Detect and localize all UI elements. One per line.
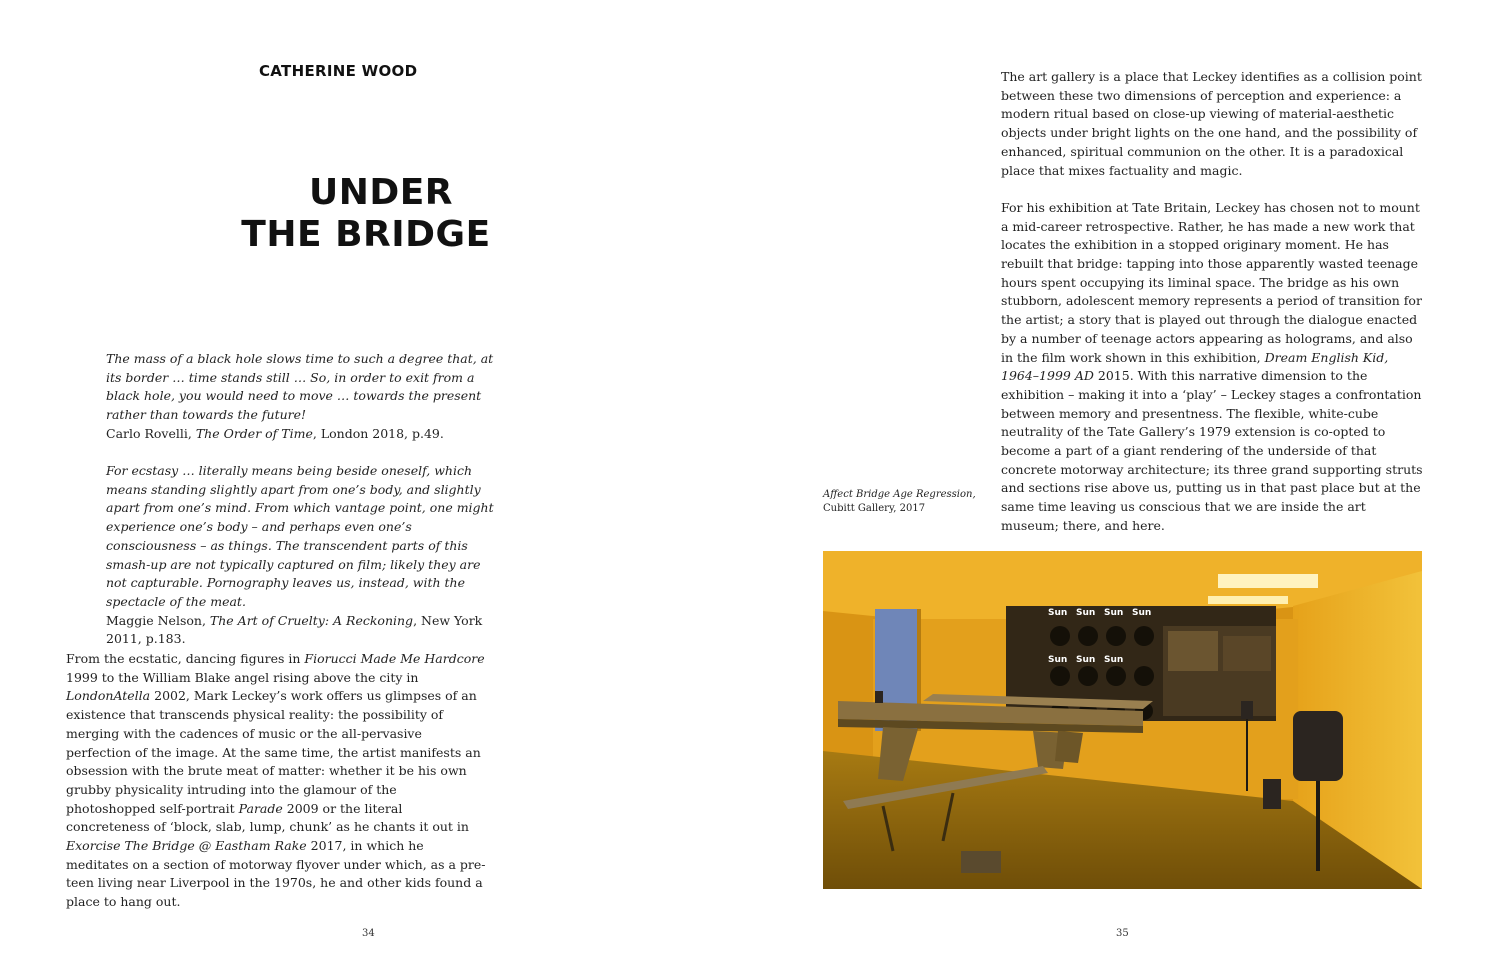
citation-work: The Art of Cruelty: A Reckoning: [209, 612, 414, 628]
epigraph-rovelli: [106, 350, 501, 444]
citation-author: Carlo Rovelli,: [106, 425, 196, 441]
text-run: 2017, in which he meditates on a section of motorway flyover under which, as a pre-teen living near Liverpool in the 1970s, he and other kids found a place to hang out.: [66, 838, 486, 910]
text-run: 2015. With this narrative dimension to the exhibition – making it into a ‘play’ – Leckey stages a confrontation between memory and presentness. The flexible, white-cube neutrality of the Tate Gallery’s 1979 extension is co-opted to become a part of a giant rendering of the underside of that concrete motorway architecture; its three grand supporting struts and sections rise above us, putting us in that past place but at the same time leaving us conscious that we are inside the art museum; there, and here.: [1001, 368, 1423, 533]
title-line-2: THE BRIDGE: [241, 214, 491, 255]
author-name: CATHERINE WOOD: [259, 62, 418, 80]
body-paragraph-1: The art gallery is a place that Leckey identifies as a collision point between these two dimensions of perception and experience: a modern ritual based on close-up viewing of material-aesthetic objects under bright lights on the one hand, and the possibility of enhanced, spiritual communion on the other. It is a paradoxical place that mixes factuality and magic.: [1001, 69, 1422, 178]
citation-work: The Order of Time: [195, 425, 313, 441]
citation-details: , New York 2011, p.183.: [106, 612, 483, 647]
installation-photo: [823, 551, 1422, 889]
epigraph-citation: [106, 426, 444, 441]
poster-text: Sun: [1076, 655, 1096, 665]
citation-author: Maggie Nelson,: [106, 612, 210, 628]
poster-text: Sun: [1048, 608, 1068, 618]
epigraph-quote: The mass of a black hole slows time to such a degree that, at its border … time stands still … So, in order to exit from a black hole, you would need to move … towards the present rather than towards the future!: [106, 351, 494, 423]
work-title: Dream English Kid, 1964–1999 AD: [1001, 349, 1389, 384]
caption-venue: Cubitt Gallery, 2017: [823, 503, 926, 514]
poster-text: Sun: [1104, 608, 1124, 618]
work-title: Exorcise The Bridge @ Eastham Rake: [66, 838, 307, 854]
text-run: 1999 to the William Blake angel rising above the city in: [66, 669, 419, 685]
title-line-1: UNDER: [308, 172, 454, 213]
epigraph-nelson: [106, 462, 501, 649]
caption-title: Affect Bridge Age Regression,: [823, 489, 976, 500]
essay-title: [190, 172, 590, 256]
citation-details: , London 2018, p.49.: [312, 425, 444, 441]
body-paragraph-2: [1001, 199, 1426, 536]
poster-text: Sun: [1104, 655, 1124, 665]
poster-text: Sun: [1132, 608, 1152, 618]
text-run: 2002, Mark Leckey’s work offers us glimpses of an existence that transcends physical reality: the possibility of merging with the cadences of music or the all-pervasive perfection of the image. At the same time, the artist manifests an obsession with the brute meat of matter: whether it be his own grubby physicality intruding into the glamour of the photoshopped self-portrait: [66, 688, 481, 816]
work-title: LondonAtella: [66, 688, 151, 704]
page-number-right: 35: [1116, 928, 1129, 939]
photo-caption: [823, 488, 983, 516]
body-text-right: [1001, 68, 1426, 554]
text-run: 2009 or the literal concreteness of ‘block, slab, lump, chunk’ as he chants it out in: [66, 800, 469, 835]
epigraph-quote: For ecstasy … literally means being beside oneself, which means standing slightly apart from one’s body, and slightly apart from one’s mind. From which vantage point, one might experience one’s body – and perhaps even one’s consciousness – as things. The transcendent parts of this smash-up are not typically captured on film; likely they are not capturable. Pornography leaves us, instead, with the spectacle of the meat.: [106, 463, 494, 609]
poster-text: Sun: [1076, 608, 1096, 618]
installation-photo-illustration: [823, 551, 1422, 889]
text-run: For his exhibition at Tate Britain, Leckey has chosen not to mount a mid-career retrospective. Rather, he has made a new work that locates the exhibition in a stopped originary moment. He has rebuilt that bridge: tapping into those apparently wasted teenage hours spent occupying its liminal space. The bridge as his own stubborn, adolescent memory represents a period of transition for the artist; a story that is played out through the dialogue enacted by a number of teenage actors appearing as holograms, and also in the film work shown in this exhibition,: [1001, 199, 1422, 365]
text-run: From the ecstatic, dancing figures in: [66, 651, 305, 666]
work-title: Parade: [238, 800, 283, 816]
poster-text: Sun: [1048, 655, 1068, 665]
epigraph-citation: [106, 613, 482, 647]
page-number-left: 34: [362, 928, 375, 939]
body-paragraph-left: [66, 650, 486, 912]
left-page: [0, 0, 744, 969]
work-title: Fiorucci Made Me Hardcore: [304, 651, 485, 666]
